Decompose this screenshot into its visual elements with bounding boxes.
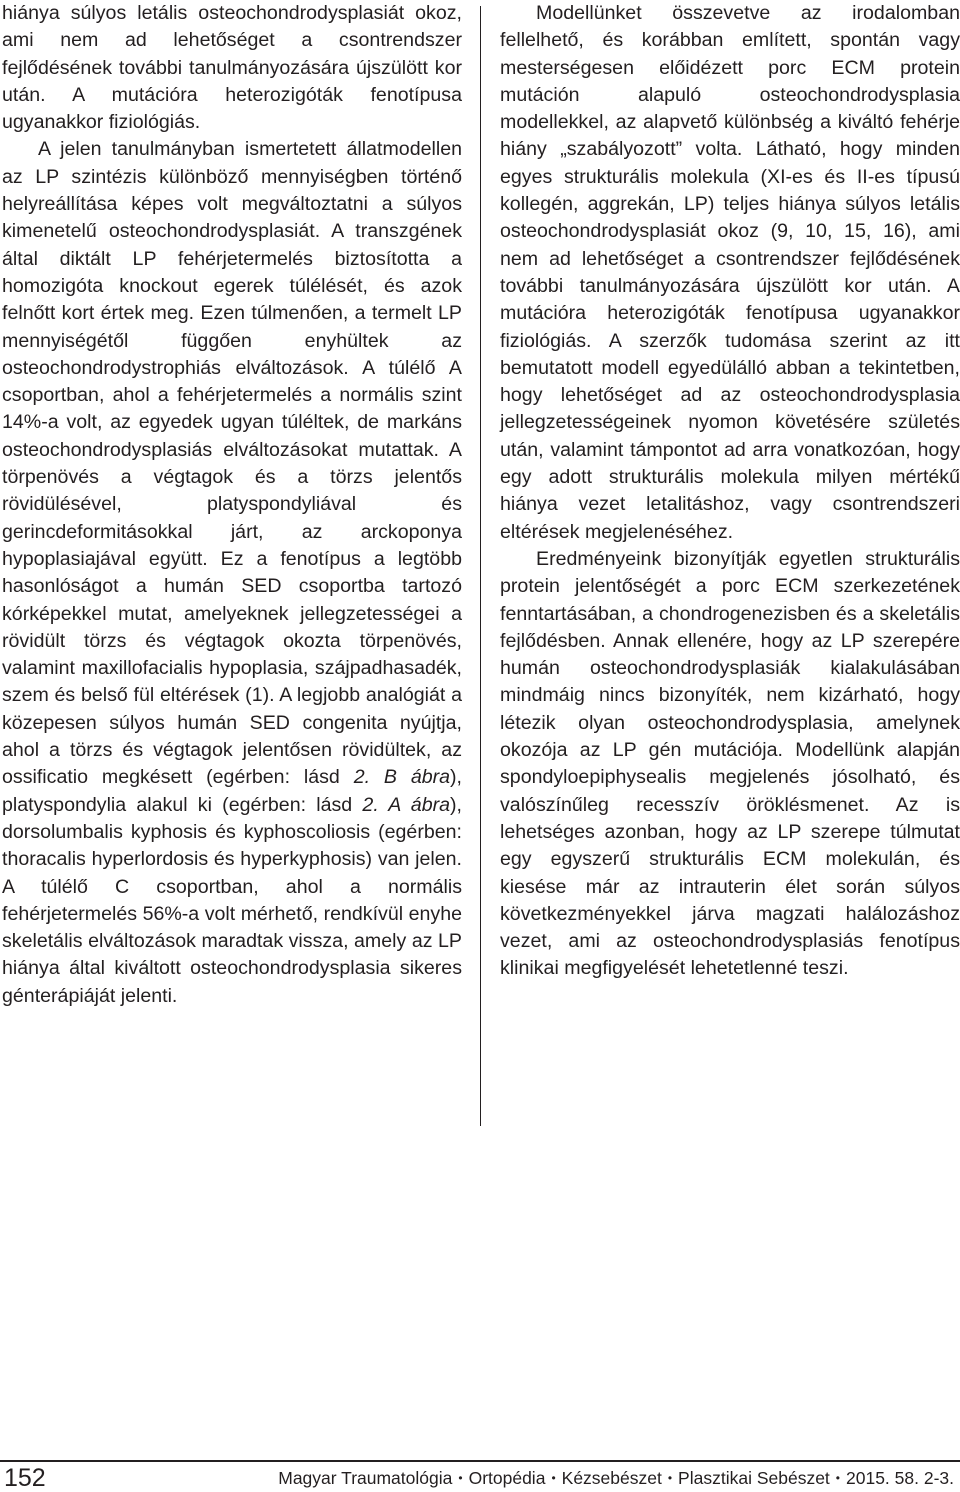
paragraph-text: A jelen tanulmányban ismertetett állatmodellen az LP szintézis különböző mennyiségben történő helyreállítása képes volt megváltoztatni a súlyos kimenetelű osteochondrodysplasiát. A transzgének által diktált LP fehérjetermelés biztosította a homozigóta knockout egerek túlélését, és azok felnőtt kort értek meg. Ezen túlmenően, a termelt LP mennyiségétől függően enyhültek az osteochondrodystrophiás elváltozások. A túlélő A csoportban, ahol a fehérjetermelés a normális szint 14%-a volt, az egyedek ugyan túléltek, de markáns osteochondrodysplasiás elváltozásokat mutattak. A törpenövés a végtagok és a törzs jelentős rövidülésével, platyspondyliával és gerincdeformitásokkal járt, az arckoponya hypoplasiajával együtt. Ez a fenotípus a legtöbb hasonlóságot a humán SED csoportba tartozó kórképekkel mutat, amelyeknek jellegzetességei a rövidült törzs és végtagok okozta törpenövés, valamint maxillofacialis hypoplasia, szájpadhasadék, szem és belső fül eltérések (1). A legjobb analógiát a közepesen súlyos humán SED congenita nyújtja, ahol a törzs és végtagok jelentősen rövidültek, az ossificatio megkésett (egérben: lásd <box>2 138 462 789</box>
figure-reference-2b: 2. B ábra <box>353 766 451 789</box>
figure-reference-2a: 2. A ábra <box>362 793 451 816</box>
column-divider <box>480 6 481 1126</box>
journal-section: Kézsebészet <box>561 1468 662 1488</box>
separator-dot: • <box>835 1471 840 1485</box>
separator-dot: • <box>458 1471 463 1485</box>
journal-issue: 2015. 58. 2-3. <box>846 1468 954 1488</box>
footer-rule <box>0 1460 960 1462</box>
paragraph-transgene-results <box>2 136 462 1010</box>
paragraph-continuation: hiánya súlyos letális osteochondrodysplasiát okoz, ami nem ad lehetőséget a csontrendszer fejlődésének további tanulmányozására újszülött kor után. A mutációra heterozigóták fenotípusa ugyanakkor fiziológiás. <box>2 2 462 134</box>
journal-citation <box>278 1467 954 1489</box>
separator-dot: • <box>551 1471 556 1485</box>
page-number: 152 <box>4 1464 46 1492</box>
journal-section: Ortopédia <box>468 1468 546 1488</box>
right-column <box>500 0 960 983</box>
journal-name: Magyar Traumatológia <box>278 1468 453 1488</box>
journal-section: Plasztikai Sebészet <box>678 1468 830 1488</box>
paragraph-conclusions: Eredményeink bizonyítják egyetlen strukturális protein jelentőségét a porc ECM szerkezetének fenntartásában, a chondrogenezisben és a skeletális fejlődésben. Annak ellenére, hogy az LP szerepére humán osteochondrodysplasiák kialakulásában mindmáig nincs bizonyíték, nem kizárható, hogy létezik olyan osteochondrodysplasia, amelynek okozója az LP gén mutációja. Modellünk alapján spondyloepiphysealis megjelenés jósolható, és valószínűleg recesszív öröklésmenet. Az is lehetséges azonban, hogy az LP szerepe túlmutat egy egyszerű strukturális ECM molekulán, és kiesése már az intrauterin élet során súlyos következményekkel járva magzati halálozáshoz vezet, ami az osteochondrodysplasiás fenotípus klinikai megfigyelését lehetetlenné teszi. <box>500 547 960 980</box>
separator-dot: • <box>667 1471 673 1485</box>
left-column <box>2 0 462 1010</box>
paragraph-model-comparison: Modellünket összevetve az irodalomban fellelhető, és korábban említett, spontán vagy mesterségesen előidézett porc ECM protein mutáción alapuló osteochondrodysplasia modellekkel, az alapvető különbség a kiváltó fehérje hiány „szabályozott” volta. Látható, hogy minden egyes strukturális molekula (XI-es és II-es típusú kollegén, aggrekán, LP) teljes hiánya súlyos letális osteochondrodysplasiát okoz (9, 10, 15, 16), ami nem ad lehetőséget a csontrendszer fejlődésének további tanulmányozására újszülött kor után. A mutációra heterozigóták fenotípusa ugyanakkor fiziológiás. A szerzők tudomása szerint az itt bemutatott modell egyedülálló abban a tekintetben, hogy lehetőséget ad az osteochondrodysplasia jellegzetességeinek nyomon követésére születés után, valamint támpontot ad arra vonatkozóan, hogy egy adott strukturális molekula milyen mértékű hiánya vezet letalitáshoz, vagy csontrendszeri eltérések megjelenéséhez. <box>500 2 960 543</box>
paragraph-text: ), platyspondylia alakul ki (egérben: lásd <box>2 766 462 816</box>
paragraph-text: ), dorsolumbalis kyphosis és kyphoscoliosis (egérben: thoracalis hyperlordosis és hyperkyphosis) van jelen. A túlélő C csoportban, ahol a normális fehérjetermelés 56%-a volt mérhető, rendkívül enyhe skeletális elváltozások maradtak vissza, amely az LP hiánya által kiváltott osteochondrodysplasia sikeres génterápiáját jelenti. <box>2 793 462 1007</box>
